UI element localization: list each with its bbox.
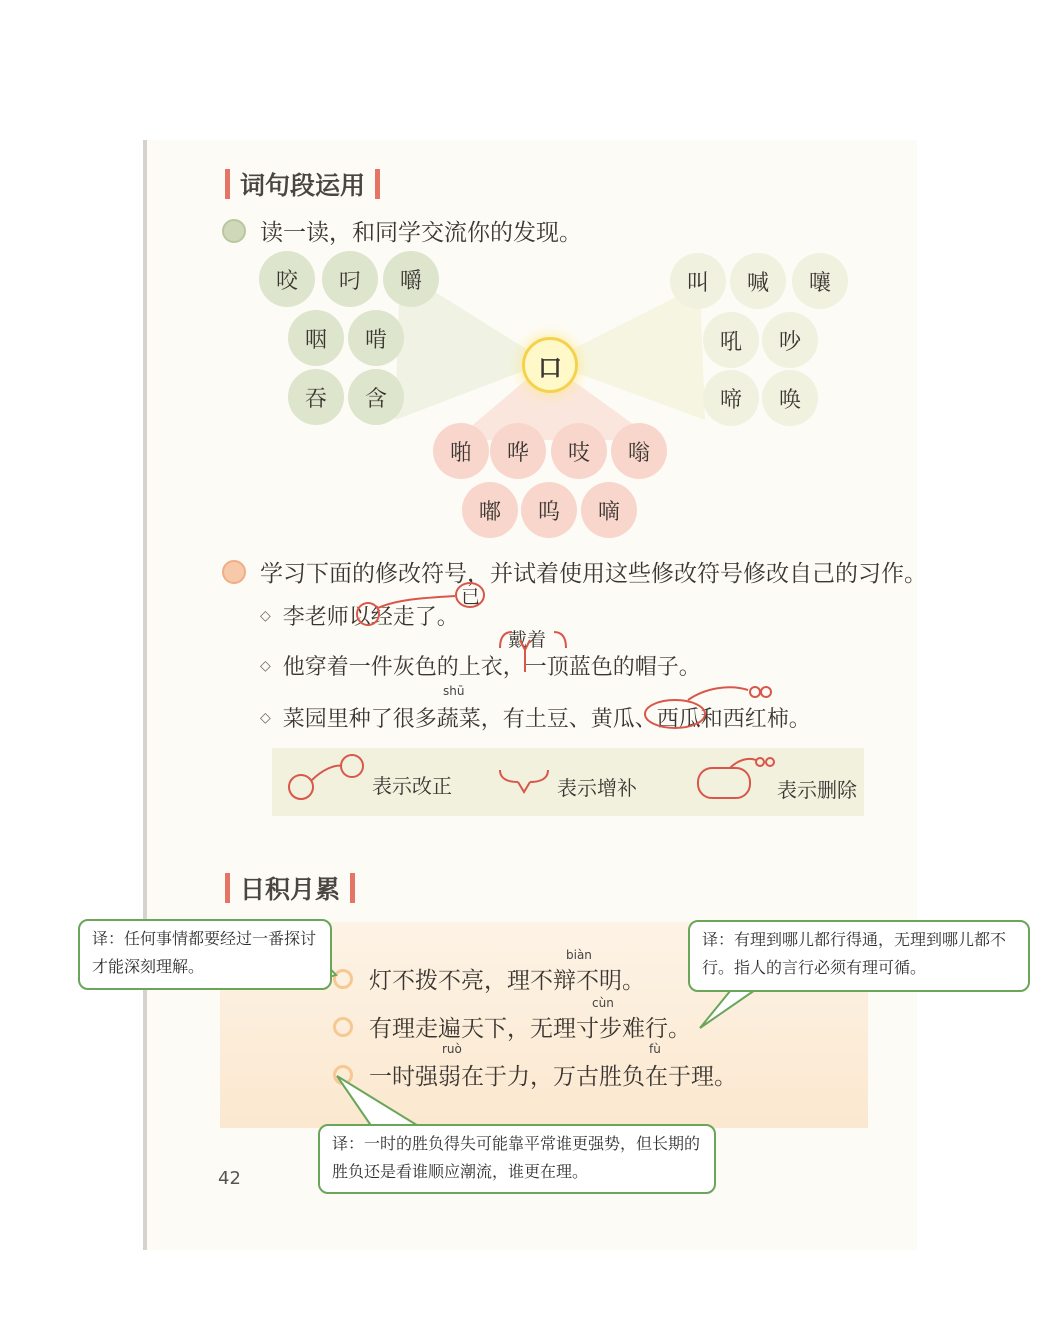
char-bubble: 吵 — [762, 312, 818, 368]
page-number: 42 — [218, 1168, 241, 1189]
char-bubble: 呜 — [521, 482, 577, 538]
translation-bubble-left: 译：任何事情都要经过一番探讨才能深刻理解。 — [78, 919, 332, 990]
char-bubble: 咬 — [259, 251, 315, 307]
char-bubble: 吱 — [551, 423, 607, 479]
proverb-text: 灯不拨不亮，理不辩不明。 — [369, 968, 645, 994]
question-1-text: 读一读，和同学交流你的发现。 — [260, 220, 582, 246]
example-text: 他穿着一件灰色的上衣，一顶蓝色的帽子。 — [282, 655, 701, 680]
pinyin: biàn — [566, 948, 592, 962]
char-bubble: 啪 — [433, 423, 489, 479]
char-bubble: 嘟 — [462, 482, 518, 538]
proverb-text: 有理走遍天下，无理寸步难行。 — [369, 1016, 691, 1042]
diamond-icon: ◇ — [260, 607, 271, 624]
example-text: 菜园里种了很多蔬菜，有土豆、黄瓜、西瓜和西红柿。 — [282, 707, 811, 732]
char-bubble: 啼 — [703, 370, 759, 426]
char-bubble: 啃 — [348, 310, 404, 366]
char-bubble: 叼 — [322, 251, 378, 307]
translation-bubble-bottom: 译：一时的胜负得失可能靠平常谁更强势，但长期的胜负还是看谁顺应潮流，谁更在理。 — [318, 1124, 716, 1194]
question-2-text: 学习下面的修改符号，并试着使用这些修改符号修改自己的习作。 — [260, 561, 927, 587]
legend-delete: 表示删除 — [777, 778, 857, 802]
pinyin: ruò — [442, 1042, 462, 1056]
char-bubble: 吼 — [703, 312, 759, 368]
char-bubble: 嚼 — [383, 251, 439, 307]
char-bubble: 含 — [348, 369, 404, 425]
translation-bubble-right: 译：有理到哪儿都行得通，无理到哪儿都不行。指人的言行必须有理可循。 — [688, 920, 1030, 992]
diamond-icon: ◇ — [260, 657, 271, 674]
section-title: 词句段运用 — [240, 171, 366, 200]
insertion-note: 戴着 — [508, 629, 547, 651]
pinyin: cùn — [592, 996, 614, 1010]
char-bubble: 咽 — [288, 310, 344, 366]
char-bubble: 嗡 — [611, 423, 667, 479]
char-bubble: 喊 — [730, 253, 786, 309]
proverb-text: 一时强弱在于力，万古胜负在于理。 — [369, 1064, 737, 1090]
char-bubble: 吞 — [288, 369, 344, 425]
char-bubble: 叫 — [670, 253, 726, 309]
char-bubble: 唤 — [762, 370, 818, 426]
char-bubble: 嚷 — [792, 253, 848, 309]
center-char: 口 — [522, 337, 578, 393]
pinyin: shū — [443, 684, 465, 698]
section-title: 日积月累 — [240, 875, 341, 904]
example-text: 李老师以经走了。 — [282, 605, 459, 630]
legend-insert: 表示增补 — [557, 776, 637, 800]
pinyin: fù — [649, 1042, 661, 1056]
legend-correct: 表示改正 — [372, 774, 452, 798]
bubble-tail-bottom — [337, 1076, 420, 1127]
correction-note: 已 — [461, 586, 481, 608]
diamond-icon: ◇ — [260, 709, 271, 726]
char-bubble: 哗 — [490, 423, 546, 479]
char-bubble: 嘀 — [581, 482, 637, 538]
